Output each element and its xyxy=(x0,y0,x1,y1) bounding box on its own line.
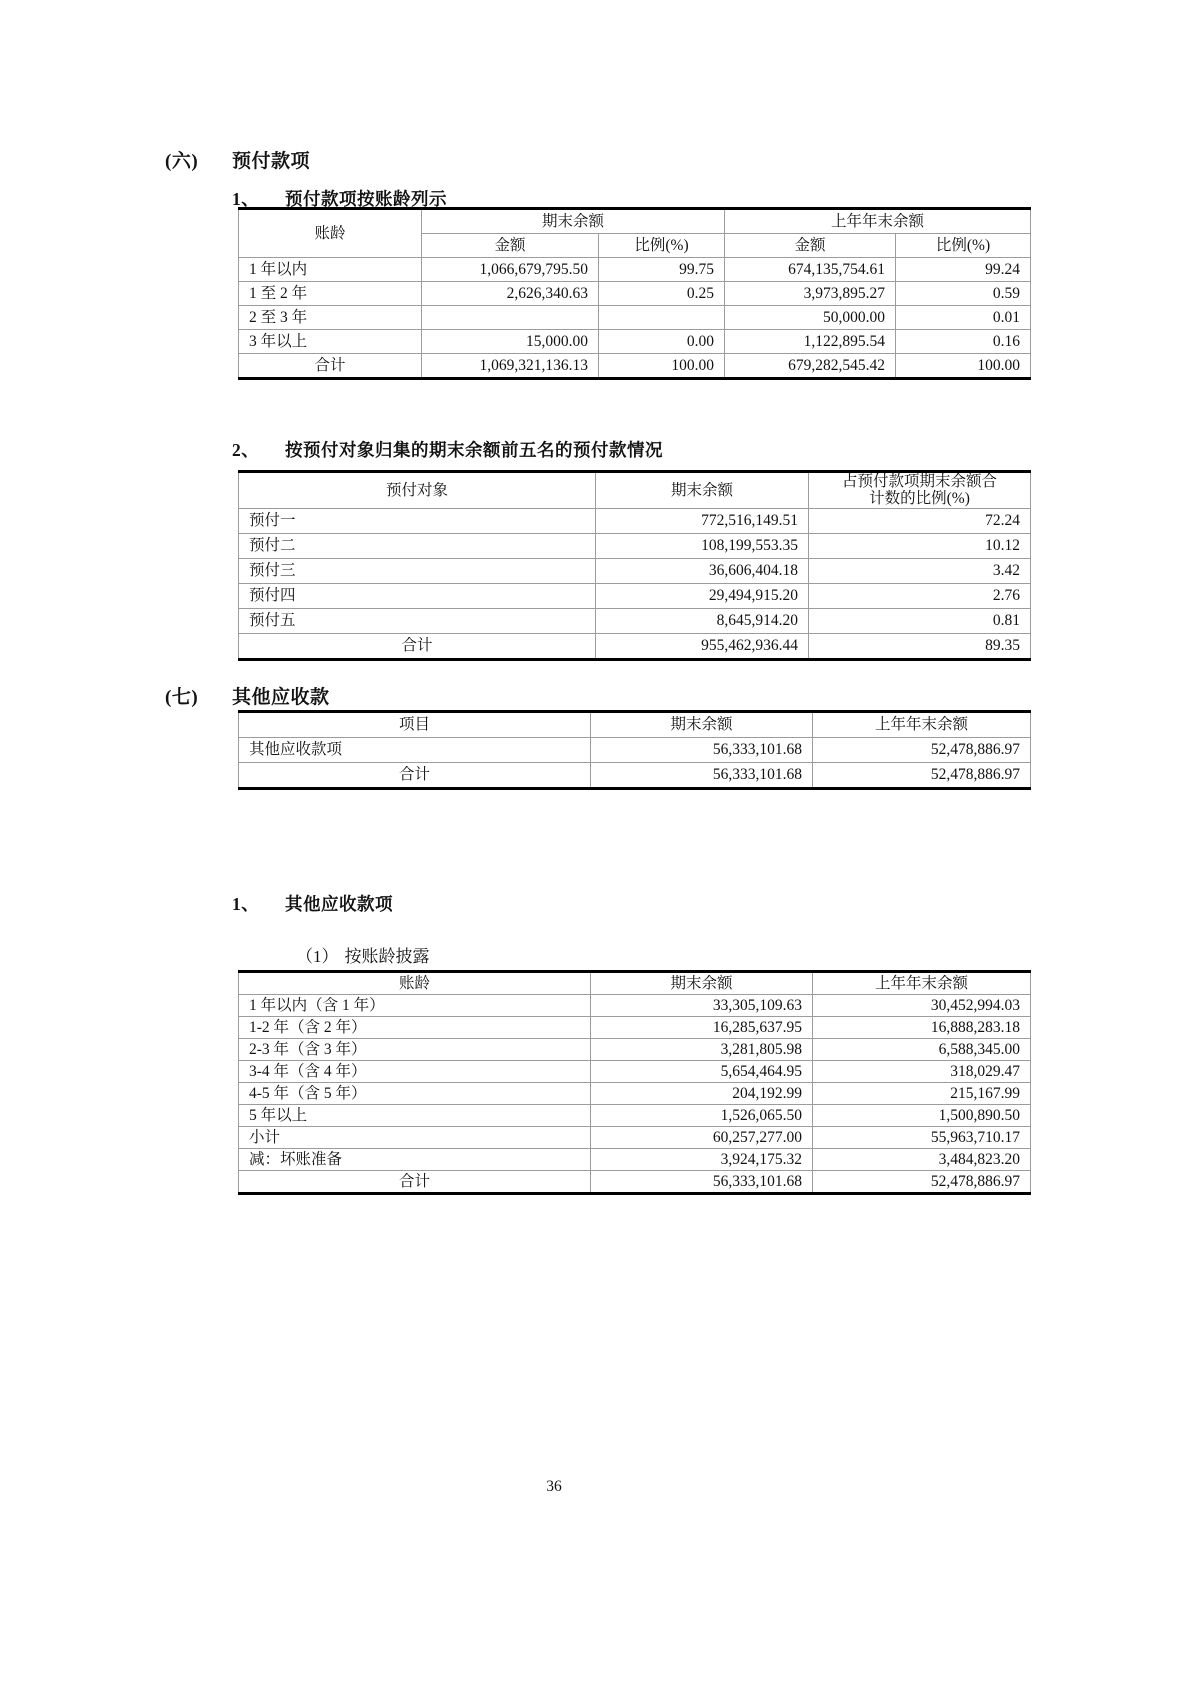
cell-amount: 108,199,553.35 xyxy=(596,533,809,558)
header-prior: 上年年末余额 xyxy=(813,972,1031,995)
table-total-row xyxy=(239,633,1031,659)
table-row xyxy=(239,558,1031,583)
header-ratio-line1: 占预付款项期末余额合 xyxy=(841,473,997,490)
table-header-row xyxy=(239,209,1031,234)
other-receivables-aging-table xyxy=(238,970,1031,1195)
cell-amount: 3,484,823.20 xyxy=(813,1149,1031,1171)
table-row xyxy=(239,508,1031,533)
sub-heading-3-1-number: （1） xyxy=(296,947,339,966)
header-amount: 金额 xyxy=(422,234,599,258)
cell-amount: 16,888,283.18 xyxy=(813,1017,1031,1039)
sub-heading-2-title: 按预付对象归集的期末余额前五名的预付款情况 xyxy=(285,440,663,460)
header-prior-group: 上年年末余额 xyxy=(725,209,1031,234)
cell-ratio: 100.00 xyxy=(896,354,1031,379)
header-aging: 账龄 xyxy=(239,972,591,995)
table-row xyxy=(239,1127,1031,1149)
cell-ratio: 0.00 xyxy=(599,330,725,354)
sub-heading-3-title: 其他应收款项 xyxy=(285,894,393,914)
header-ratio: 比例(%) xyxy=(896,234,1031,258)
cell-aging: 3-4 年（含 4 年） xyxy=(239,1061,591,1083)
table-row xyxy=(239,1061,1031,1083)
header-target: 预付对象 xyxy=(239,472,596,509)
cell-amount: 56,333,101.68 xyxy=(591,738,813,763)
prepayments-aging-table xyxy=(238,207,1031,380)
header-ratio xyxy=(809,472,1031,509)
cell-ratio: 3.42 xyxy=(809,558,1031,583)
table-row xyxy=(239,583,1031,608)
cell-ratio: 72.24 xyxy=(809,508,1031,533)
header-ending: 期末余额 xyxy=(596,472,809,509)
cell-amount: 8,645,914.20 xyxy=(596,608,809,633)
cell-aging: 1 年以内（含 1 年） xyxy=(239,995,591,1017)
table-row xyxy=(239,608,1031,633)
cell-target: 预付五 xyxy=(239,608,596,633)
cell-ratio: 99.24 xyxy=(896,258,1031,282)
cell-amount: 50,000.00 xyxy=(725,306,896,330)
cell-amount: 955,462,936.44 xyxy=(596,633,809,659)
cell-total-label: 合计 xyxy=(239,354,422,379)
cell-amount: 52,478,886.97 xyxy=(813,1171,1031,1194)
cell-aging: 2-3 年（含 3 年） xyxy=(239,1039,591,1061)
table-total-row xyxy=(239,763,1031,789)
cell-amount: 1,069,321,136.13 xyxy=(422,354,599,379)
header-aging: 账龄 xyxy=(239,209,422,258)
sub-heading-3 xyxy=(232,891,393,916)
cell-amount: 5,654,464.95 xyxy=(591,1061,813,1083)
cell-aging: 小计 xyxy=(239,1127,591,1149)
sub-heading-1-number: 1、 xyxy=(232,189,260,209)
table-row xyxy=(239,330,1031,354)
cell-ratio: 0.81 xyxy=(809,608,1031,633)
cell-amount: 679,282,545.42 xyxy=(725,354,896,379)
cell-amount: 1,122,895.54 xyxy=(725,330,896,354)
table-total-row xyxy=(239,354,1031,379)
cell-ratio: 89.35 xyxy=(809,633,1031,659)
cell-amount: 1,500,890.50 xyxy=(813,1105,1031,1127)
section-7-title: 其他应收款 xyxy=(232,687,330,708)
sub-heading-3-1 xyxy=(296,942,430,967)
cell-target: 预付二 xyxy=(239,533,596,558)
cell-amount: 1,526,065.50 xyxy=(591,1105,813,1127)
header-ratio: 比例(%) xyxy=(599,234,725,258)
section-6-heading xyxy=(165,146,310,173)
section-7-heading xyxy=(165,682,330,709)
cell-aging: 4-5 年（含 5 年） xyxy=(239,1083,591,1105)
section-6-number: (六) xyxy=(165,151,199,172)
cell-amount: 55,963,710.17 xyxy=(813,1127,1031,1149)
sub-heading-1-title: 预付款项按账龄列示 xyxy=(285,189,447,209)
cell-aging: 1-2 年（含 2 年） xyxy=(239,1017,591,1039)
cell-target: 预付一 xyxy=(239,508,596,533)
cell-amount: 6,588,345.00 xyxy=(813,1039,1031,1061)
cell-amount: 60,257,277.00 xyxy=(591,1127,813,1149)
cell-ratio xyxy=(599,306,725,330)
table-row xyxy=(239,282,1031,306)
cell-aging: 2 至 3 年 xyxy=(239,306,422,330)
cell-amount: 15,000.00 xyxy=(422,330,599,354)
table-row xyxy=(239,258,1031,282)
cell-total-label: 合计 xyxy=(239,633,596,659)
header-ending: 期末余额 xyxy=(591,972,813,995)
header-item: 项目 xyxy=(239,712,591,738)
cell-amount: 29,494,915.20 xyxy=(596,583,809,608)
section-7-number: (七) xyxy=(165,687,199,708)
header-ending: 期末余额 xyxy=(591,712,813,738)
cell-amount: 36,606,404.18 xyxy=(596,558,809,583)
cell-amount: 3,924,175.32 xyxy=(591,1149,813,1171)
cell-item: 其他应收款项 xyxy=(239,738,591,763)
table-row xyxy=(239,306,1031,330)
table-row xyxy=(239,1083,1031,1105)
table-row xyxy=(239,738,1031,763)
cell-target: 预付三 xyxy=(239,558,596,583)
cell-amount: 215,167.99 xyxy=(813,1083,1031,1105)
header-ratio-line2: 计数的比例(%) xyxy=(869,490,970,508)
cell-amount: 3,281,805.98 xyxy=(591,1039,813,1061)
cell-total-label: 合计 xyxy=(239,763,591,789)
cell-aging: 5 年以上 xyxy=(239,1105,591,1127)
table-row xyxy=(239,1039,1031,1061)
cell-aging: 1 年以内 xyxy=(239,258,422,282)
cell-target: 预付四 xyxy=(239,583,596,608)
header-amount: 金额 xyxy=(725,234,896,258)
cell-amount: 33,305,109.63 xyxy=(591,995,813,1017)
cell-amount: 52,478,886.97 xyxy=(813,738,1031,763)
cell-aging: 减：坏账准备 xyxy=(239,1149,591,1171)
table-header-row xyxy=(239,972,1031,995)
sub-heading-2 xyxy=(232,437,663,462)
cell-amount: 1,066,679,795.50 xyxy=(422,258,599,282)
table-header-row xyxy=(239,472,1031,509)
table-row xyxy=(239,533,1031,558)
cell-ratio: 2.76 xyxy=(809,583,1031,608)
table-total-row xyxy=(239,1171,1031,1194)
header-prior: 上年年末余额 xyxy=(813,712,1031,738)
prepayments-top5-table xyxy=(238,470,1031,661)
cell-amount: 56,333,101.68 xyxy=(591,763,813,789)
table-row xyxy=(239,1105,1031,1127)
cell-amount: 2,626,340.63 xyxy=(422,282,599,306)
cell-amount: 772,516,149.51 xyxy=(596,508,809,533)
cell-amount: 56,333,101.68 xyxy=(591,1171,813,1194)
table-row xyxy=(239,995,1031,1017)
cell-aging: 3 年以上 xyxy=(239,330,422,354)
cell-amount: 318,029.47 xyxy=(813,1061,1031,1083)
table-row xyxy=(239,1149,1031,1171)
sub-heading-3-1-title: 按账龄披露 xyxy=(344,947,430,966)
cell-aging: 1 至 2 年 xyxy=(239,282,422,306)
cell-total-label: 合计 xyxy=(239,1171,591,1194)
cell-amount: 52,478,886.97 xyxy=(813,763,1031,789)
cell-ratio: 10.12 xyxy=(809,533,1031,558)
cell-amount xyxy=(422,306,599,330)
cell-amount: 30,452,994.03 xyxy=(813,995,1031,1017)
cell-ratio: 100.00 xyxy=(599,354,725,379)
sub-heading-2-number: 2、 xyxy=(232,440,260,460)
table-row xyxy=(239,1017,1031,1039)
cell-ratio: 0.59 xyxy=(896,282,1031,306)
cell-amount: 16,285,637.95 xyxy=(591,1017,813,1039)
other-receivables-summary-table xyxy=(238,710,1031,790)
cell-ratio: 0.16 xyxy=(896,330,1031,354)
cell-ratio: 0.25 xyxy=(599,282,725,306)
cell-ratio: 99.75 xyxy=(599,258,725,282)
cell-amount: 204,192.99 xyxy=(591,1083,813,1105)
table-header-row xyxy=(239,712,1031,738)
cell-ratio: 0.01 xyxy=(896,306,1031,330)
sub-heading-3-number: 1、 xyxy=(232,894,260,914)
header-ending-group: 期末余额 xyxy=(422,209,725,234)
section-6-title: 预付款项 xyxy=(232,151,311,172)
cell-amount: 674,135,754.61 xyxy=(725,258,896,282)
cell-amount: 3,973,895.27 xyxy=(725,282,896,306)
page-number: 36 xyxy=(546,1478,562,1495)
